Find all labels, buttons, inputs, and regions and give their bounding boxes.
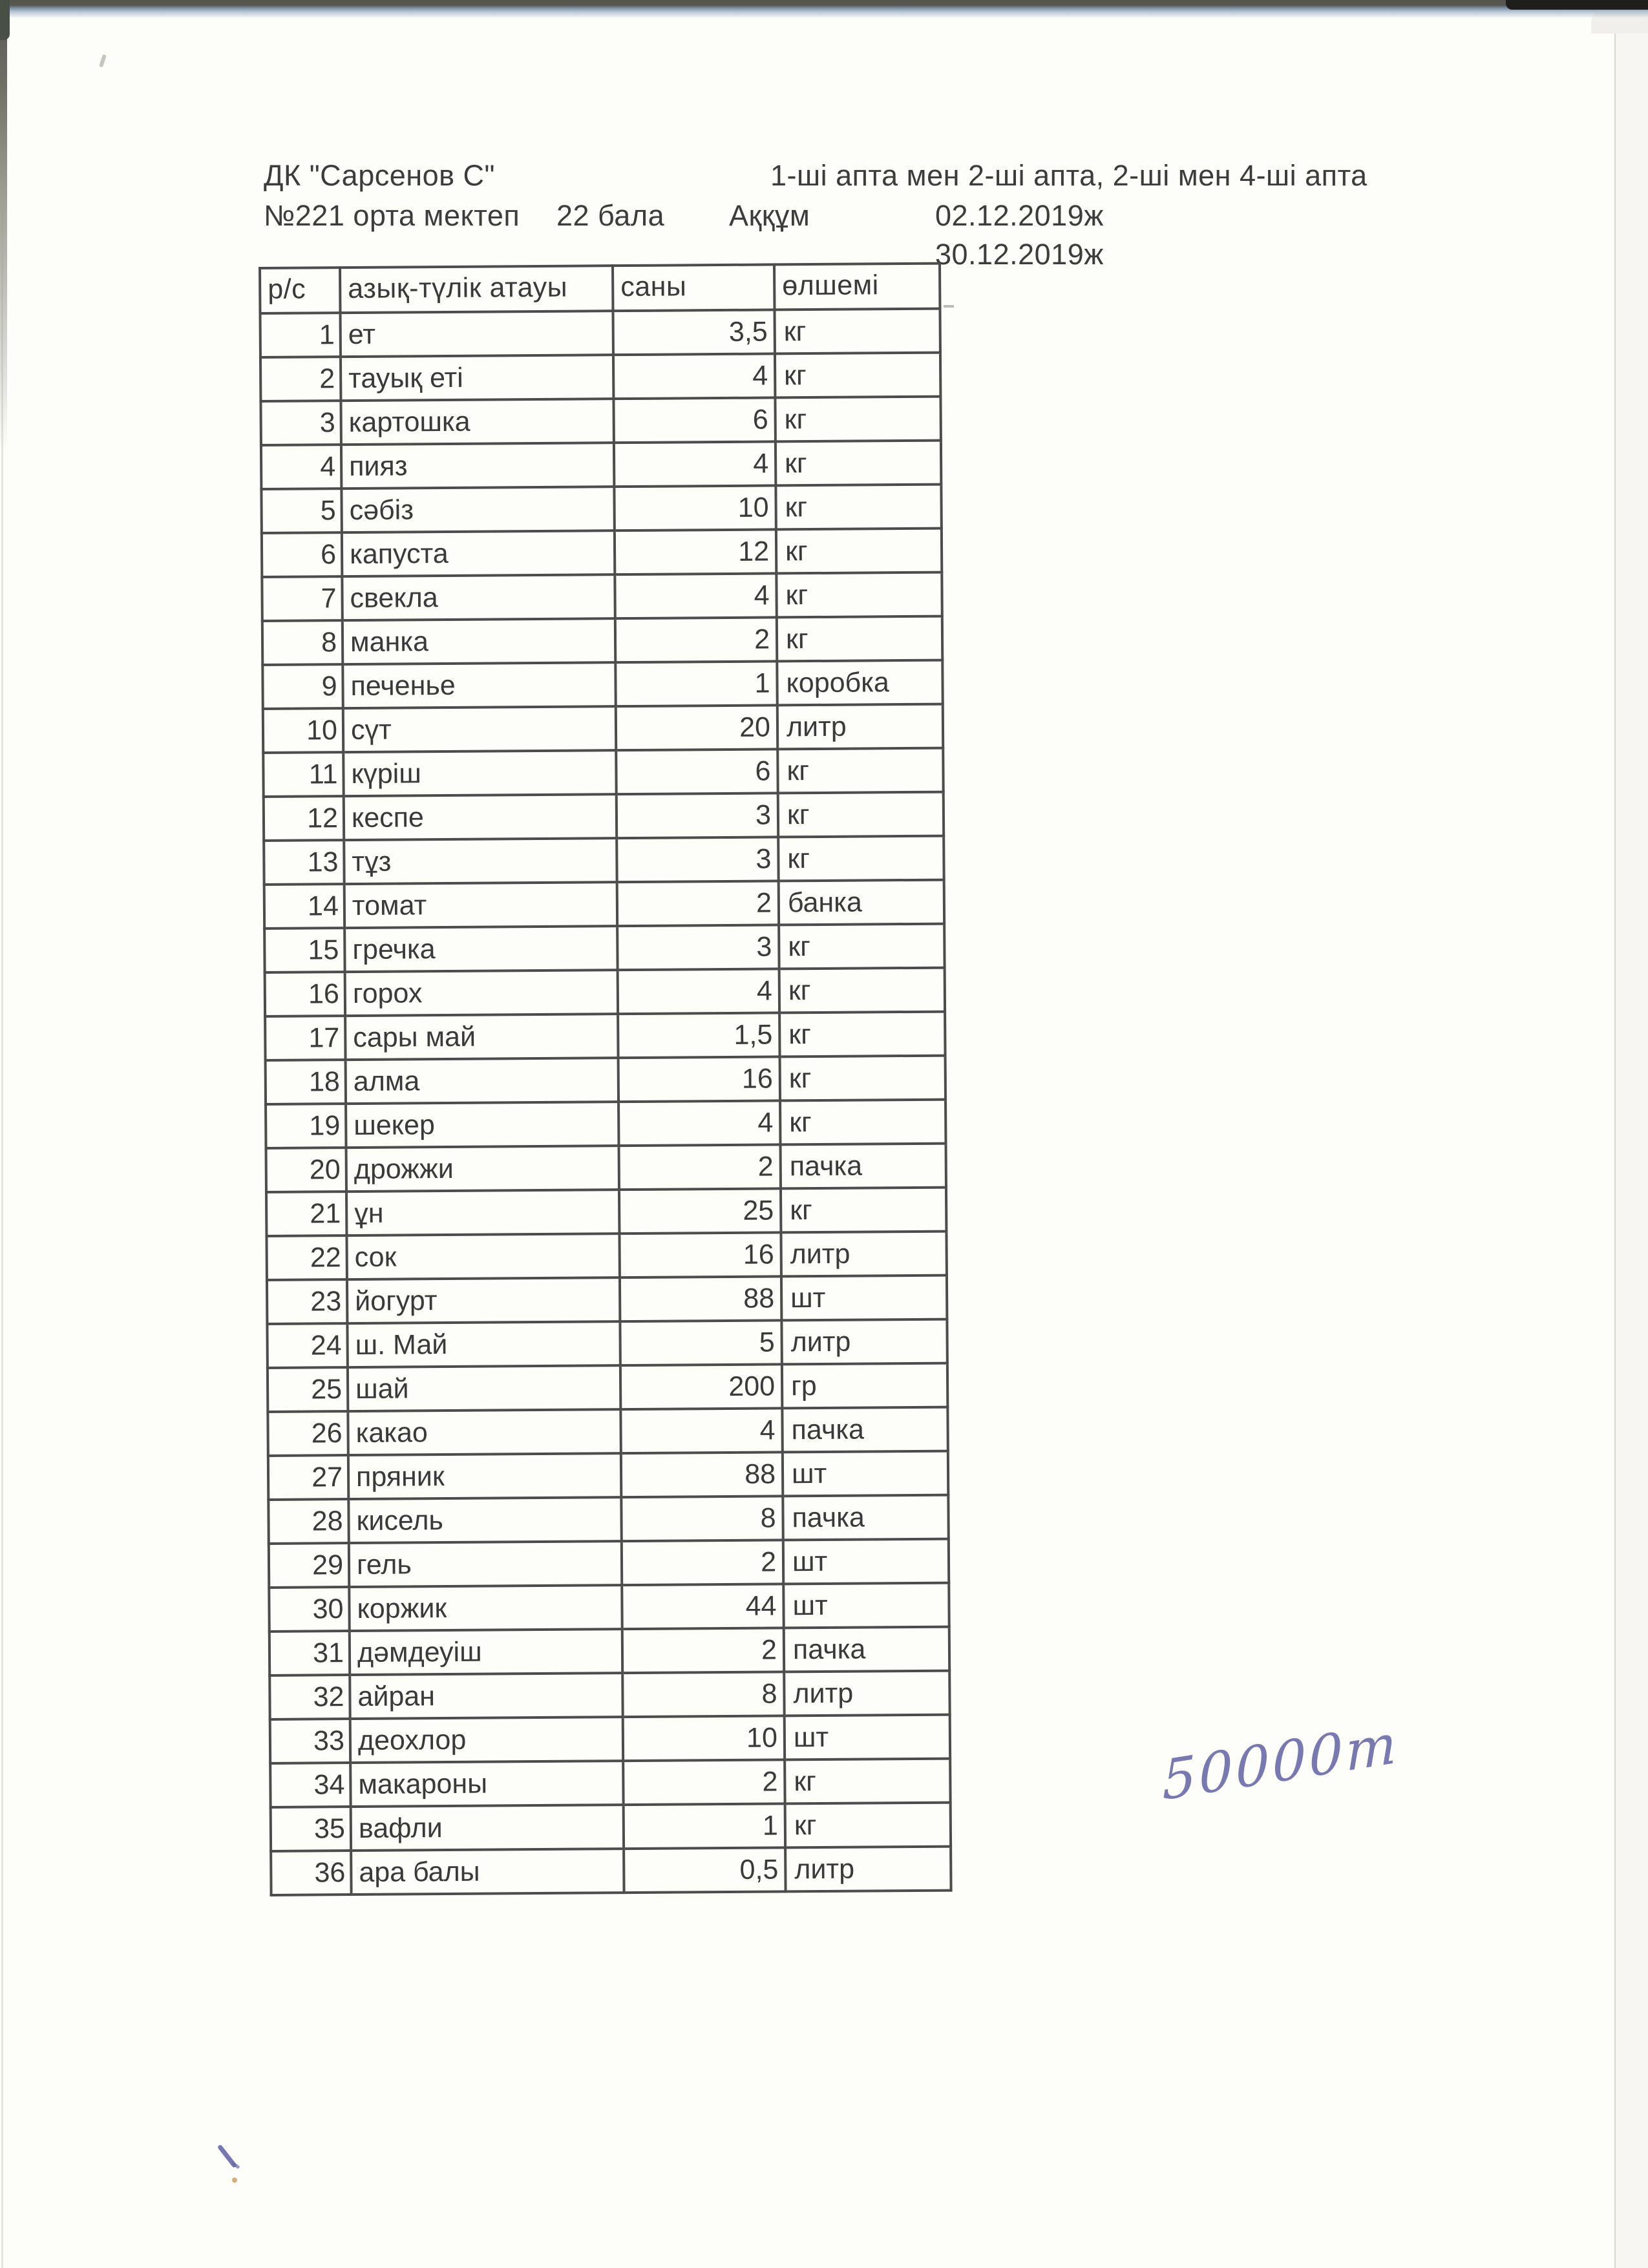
cell-name: ұн <box>346 1190 619 1235</box>
cell-qty: 2 <box>622 1628 784 1673</box>
cell-unit: шт <box>783 1583 949 1628</box>
cell-qty: 3 <box>617 837 778 882</box>
cell-name: коржик <box>349 1585 622 1631</box>
table-row <box>267 1319 947 1368</box>
cell-unit: литр <box>781 1319 947 1365</box>
cell-unit: шт <box>783 1539 949 1584</box>
cell-name: капуста <box>342 530 615 576</box>
cell-unit: шт <box>783 1451 948 1496</box>
cell-unit: кг <box>774 309 940 354</box>
period-end-date: 30.12.2019ж <box>935 238 1104 271</box>
cell-name: кисель <box>348 1497 621 1543</box>
table-row <box>264 836 944 885</box>
table-row <box>265 968 945 1016</box>
cell-qty: 4 <box>620 1408 782 1453</box>
cell-unit: пачка <box>783 1495 948 1540</box>
cell-unit: пачка <box>782 1407 947 1453</box>
cell-name: гель <box>349 1541 622 1587</box>
table-row <box>266 1056 945 1104</box>
cell-num: 23 <box>267 1279 347 1324</box>
column-header-product: азық-түлік атауы <box>340 266 613 313</box>
cell-name: картошка <box>341 399 613 445</box>
cell-unit: литр <box>784 1671 949 1716</box>
table-row <box>271 1847 951 1895</box>
cell-unit: кг <box>785 1759 950 1804</box>
table-row <box>269 1539 949 1588</box>
cell-name: макароны <box>350 1761 623 1807</box>
table-row <box>266 1188 946 1236</box>
cell-qty: 88 <box>620 1276 781 1321</box>
table-row <box>271 1803 951 1851</box>
cell-num: 34 <box>270 1763 350 1807</box>
table-row <box>268 1451 948 1500</box>
cell-unit: кг <box>780 1100 945 1145</box>
cell-qty: 2 <box>619 1144 781 1190</box>
cell-qty: 16 <box>619 1232 781 1277</box>
cell-num: 29 <box>269 1543 349 1588</box>
cell-qty: 3,5 <box>613 310 774 355</box>
cell-qty: 10 <box>623 1716 785 1761</box>
table-row <box>266 1232 946 1280</box>
table-row <box>268 1407 947 1456</box>
table-row <box>260 397 940 445</box>
cell-qty: 16 <box>618 1056 780 1102</box>
cell-qty: 2 <box>617 881 779 926</box>
location-name: Аққұм <box>729 199 810 232</box>
cell-qty: 4 <box>613 353 775 399</box>
cell-name: сары май <box>345 1014 618 1060</box>
cell-unit: банка <box>779 880 944 925</box>
cell-unit: кг <box>780 1056 945 1101</box>
cell-num: 18 <box>266 1060 346 1104</box>
table-row <box>269 1627 949 1675</box>
table-row <box>268 1363 947 1412</box>
cell-qty: 4 <box>618 1100 780 1146</box>
table-row <box>268 1495 948 1544</box>
cell-num: 6 <box>262 532 342 577</box>
cell-num: 13 <box>264 840 344 885</box>
cell-unit: коробка <box>777 660 942 706</box>
cell-qty: 3 <box>617 925 779 970</box>
scan-corner-blob <box>0 0 10 40</box>
cell-name: тұз <box>344 838 617 884</box>
table-row <box>262 529 942 577</box>
table-row <box>266 1100 945 1148</box>
cell-name: какао <box>348 1409 620 1455</box>
cell-unit: литр <box>777 704 943 750</box>
cell-num: 11 <box>263 752 343 797</box>
cell-qty: 25 <box>619 1188 781 1234</box>
cell-unit: кг <box>776 441 941 486</box>
cell-unit: кг <box>777 748 943 793</box>
column-header-number: р/с <box>260 268 340 313</box>
cell-unit: литр <box>781 1232 946 1277</box>
table-row <box>262 616 942 665</box>
cell-name: пияз <box>341 443 614 488</box>
cell-num: 4 <box>261 445 341 489</box>
cell-qty: 1,5 <box>618 1013 779 1058</box>
cell-name: ет <box>340 311 613 357</box>
cell-unit: кг <box>777 616 942 662</box>
stray-orange-dot <box>232 2178 237 2183</box>
cell-num: 5 <box>261 488 341 533</box>
cell-num: 26 <box>268 1411 348 1456</box>
cell-qty: 2 <box>623 1759 785 1805</box>
cell-name: горох <box>345 970 618 1016</box>
table-row <box>267 1276 947 1324</box>
table-row <box>269 1583 949 1632</box>
cell-num: 25 <box>268 1367 348 1412</box>
period-start-date: 02.12.2019ж <box>935 199 1104 232</box>
cell-unit: кг <box>781 1188 946 1233</box>
cell-qty: 1 <box>615 661 777 706</box>
cell-num: 20 <box>266 1148 346 1192</box>
cell-unit: кг <box>785 1803 951 1848</box>
column-header-quantity: саны <box>613 264 774 311</box>
table-row <box>263 748 943 797</box>
cell-qty: 88 <box>621 1452 783 1497</box>
scan-right-paper-edge <box>1614 13 1648 2268</box>
cell-qty: 4 <box>614 441 776 487</box>
table-row <box>263 704 943 753</box>
cell-qty: 4 <box>618 969 779 1014</box>
cell-num: 28 <box>268 1499 348 1544</box>
table-row <box>262 572 942 621</box>
cell-unit: шт <box>781 1276 947 1321</box>
cell-name: ара балы <box>351 1849 624 1895</box>
cell-qty: 6 <box>616 749 777 794</box>
cell-name: сок <box>346 1234 619 1279</box>
cell-qty: 8 <box>621 1496 783 1541</box>
cell-name: вафли <box>351 1805 624 1851</box>
stray-blue-ink-stroke-tail <box>231 2161 240 2169</box>
cell-num: 9 <box>262 664 343 709</box>
table-row <box>264 792 944 841</box>
cell-num: 21 <box>266 1192 346 1236</box>
cell-unit: кг <box>775 353 940 398</box>
table-row <box>265 1012 945 1060</box>
cell-name: манка <box>343 618 615 664</box>
cell-name: свекла <box>342 574 615 620</box>
cell-name: сүт <box>343 706 616 752</box>
cell-num: 32 <box>269 1675 350 1719</box>
table-row <box>260 353 940 401</box>
cell-name: гречка <box>344 926 617 972</box>
table-row <box>269 1671 949 1719</box>
cell-num: 2 <box>260 357 341 401</box>
cell-name: пряник <box>348 1453 621 1499</box>
table-row <box>264 880 944 929</box>
cell-num: 35 <box>271 1807 351 1851</box>
cell-num: 33 <box>270 1719 350 1763</box>
table-row <box>261 441 941 489</box>
organization-name: ДК "Сарсенов С" <box>264 159 496 192</box>
cell-qty: 6 <box>613 397 775 443</box>
cell-unit: шт <box>785 1715 950 1760</box>
table-row <box>264 924 944 972</box>
cell-name: айран <box>350 1673 622 1719</box>
cell-num: 15 <box>264 928 344 972</box>
table-row <box>270 1759 950 1807</box>
table-row <box>260 309 940 357</box>
cell-num: 30 <box>269 1587 349 1632</box>
cell-unit: кг <box>776 529 942 574</box>
cell-num: 36 <box>271 1851 351 1895</box>
cell-num: 24 <box>267 1323 347 1368</box>
table-row <box>266 1144 946 1192</box>
cell-name: шай <box>348 1365 620 1411</box>
cell-num: 8 <box>262 620 343 665</box>
cell-num: 27 <box>268 1455 348 1500</box>
cell-name: кеспе <box>344 794 617 840</box>
cell-num: 3 <box>260 401 341 445</box>
cell-qty: 200 <box>620 1364 782 1409</box>
cell-name: сәбіз <box>341 487 614 532</box>
cell-name: күріш <box>343 750 616 796</box>
scan-top-edge-artifact <box>0 0 1648 18</box>
cell-unit: кг <box>775 397 940 442</box>
cell-qty: 5 <box>620 1320 781 1365</box>
cell-num: 17 <box>265 1016 345 1060</box>
handwritten-total-note: 50000т <box>1161 1711 1400 1813</box>
table-row <box>261 485 941 533</box>
cell-num: 10 <box>263 708 343 753</box>
cell-qty: 2 <box>622 1540 783 1585</box>
cell-name: печенье <box>343 662 615 708</box>
cell-qty: 20 <box>616 705 777 750</box>
cell-num: 7 <box>262 576 342 621</box>
supply-table-wrapper <box>259 262 953 1896</box>
cell-qty: 8 <box>622 1672 784 1717</box>
cell-qty: 4 <box>615 573 776 618</box>
stray-dash-mark <box>944 305 954 308</box>
cell-name: алма <box>346 1058 618 1104</box>
table-row <box>270 1715 950 1763</box>
cell-unit: кг <box>776 485 941 530</box>
cell-qty: 1 <box>624 1803 785 1849</box>
weeks-note: 1-ші апта мен 2-ші апта, 2-ші мен 4-ші апта <box>770 159 1368 192</box>
cell-num: 1 <box>260 313 341 357</box>
cell-name: ш. Май <box>347 1321 620 1367</box>
table-header-row <box>260 264 940 313</box>
cell-unit: кг <box>778 836 944 881</box>
cell-unit: литр <box>785 1847 951 1892</box>
cell-unit: кг <box>779 1012 945 1057</box>
cell-qty: 0,5 <box>624 1847 785 1893</box>
stray-pen-tick <box>99 54 107 68</box>
cell-unit: кг <box>779 968 945 1013</box>
cell-qty: 10 <box>614 485 776 530</box>
cell-unit: кг <box>779 924 944 969</box>
cell-num: 22 <box>266 1235 346 1280</box>
cell-unit: кг <box>776 572 942 618</box>
cell-num: 16 <box>265 972 345 1016</box>
cell-qty: 2 <box>615 617 777 662</box>
cell-unit: гр <box>782 1363 947 1409</box>
table-row <box>262 660 942 709</box>
scan-top-right-dark-strip <box>1506 0 1648 10</box>
cell-qty: 12 <box>615 529 776 574</box>
cell-qty: 3 <box>617 793 778 838</box>
school-name: №221 орта мектеп <box>264 199 520 232</box>
cell-name: деохлор <box>350 1717 623 1763</box>
cell-qty: 44 <box>622 1584 783 1629</box>
table-body <box>260 309 951 1895</box>
cell-name: йогурт <box>347 1277 620 1323</box>
cell-unit: пачка <box>784 1627 949 1672</box>
cell-unit: пачка <box>781 1144 946 1189</box>
cell-num: 31 <box>269 1631 350 1675</box>
cell-name: дәмдеуіш <box>350 1629 622 1675</box>
column-header-unit: өлшемі <box>774 264 940 310</box>
cell-num: 14 <box>264 884 344 929</box>
cell-unit: кг <box>778 792 944 837</box>
scan-left-edge-shadow <box>0 0 7 452</box>
cell-name: шекер <box>346 1102 618 1148</box>
cell-name: дрожжи <box>346 1146 619 1192</box>
cell-num: 12 <box>264 796 344 841</box>
supply-table <box>259 262 953 1896</box>
cell-name: тауық еті <box>341 355 613 401</box>
cell-name: томат <box>344 882 617 928</box>
cell-num: 19 <box>266 1104 346 1148</box>
children-count: 22 бала <box>556 199 665 232</box>
